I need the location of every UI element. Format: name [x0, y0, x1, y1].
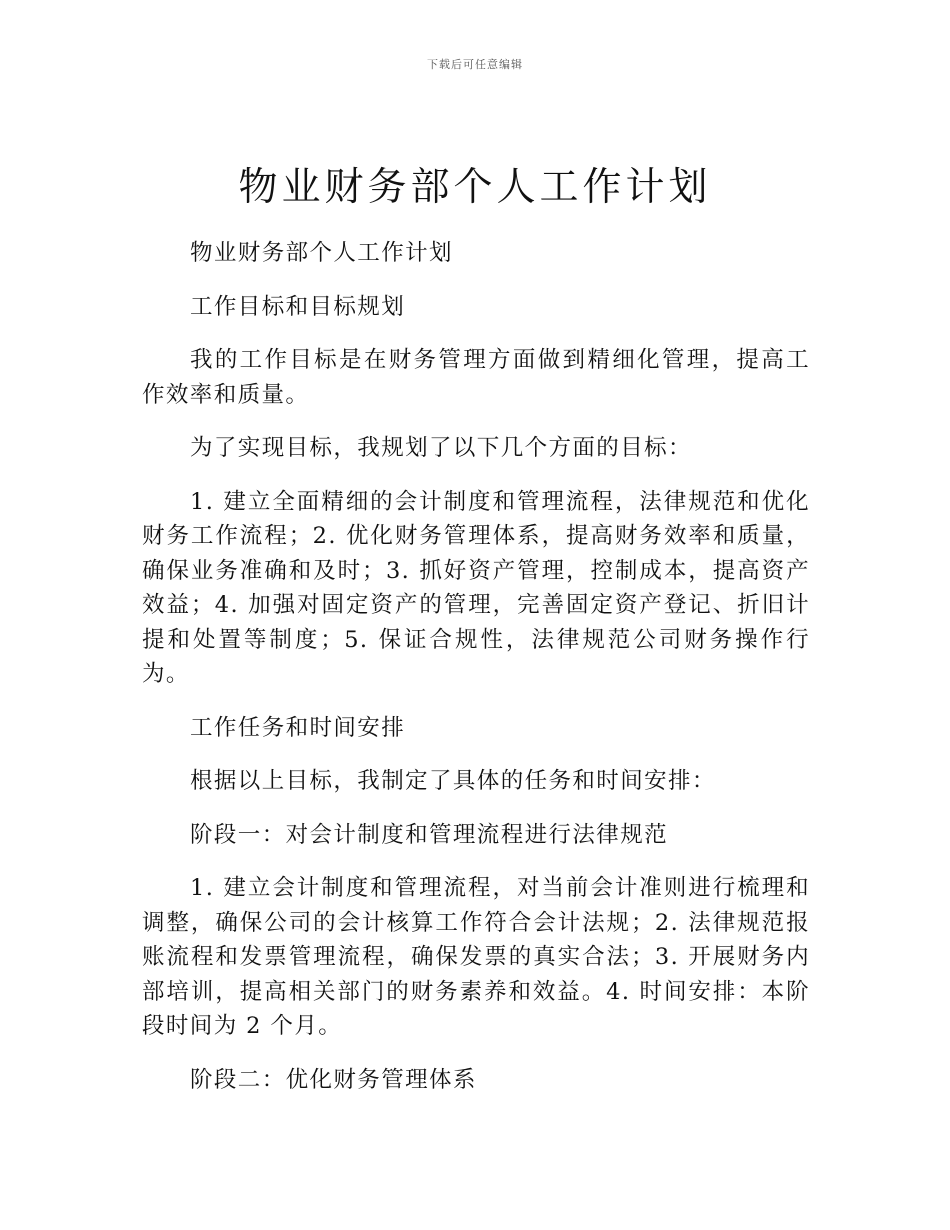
paragraph-goal-statement: 我的工作目标是在财务管理方面做到精细化管理，提高工作效率和质量。 — [142, 347, 810, 408]
paragraph-subtitle: 物业财务部个人工作计划 — [190, 240, 453, 266]
paragraph-goal-intro: 为了实现目标，我规划了以下几个方面的目标： — [190, 435, 692, 461]
document-body — [142, 236, 810, 1116]
document-title: 物业财务部个人工作计划 — [238, 165, 712, 210]
paragraph-goal-list: 1. 建立全面精细的会计制度和管理流程，法律规范和优化财务工作流程；2. 优化财务管理体系，提高财务效率和质量，确保业务准确和及时；3. 抓好资产管理，控制成本，提高资产效益；4. 加强对固定资产的管理，完善固定资产登记、折旧计提和处置等制度；5. 保证合规性，法律规范公司财务操作行为。 — [142, 488, 810, 687]
paragraph-stage-one-details: 1. 建立会计制度和管理流程，对当前会计准则进行梳理和调整，确保公司的会计核算工作符合会计法规；2. 法律规范报账流程和发票管理流程，确保发票的真实合法；3. 开展财务内部培训，提高相关部门的财务素养和效益。4. 时间安排：本阶段时间为 2 个月。 — [142, 875, 810, 1039]
paragraph-tasks-intro: 根据以上目标，我制定了具体的任务和时间安排： — [190, 768, 716, 794]
stage-two-heading: 阶段二：优化财务管理体系 — [190, 1066, 477, 1093]
section-heading-tasks: 工作任务和时间安排 — [190, 714, 406, 741]
section-heading-goals: 工作目标和目标规划 — [190, 293, 406, 320]
header-note: 下载后可任意编辑 — [427, 58, 523, 71]
stage-one-heading: 阶段一：对会计制度和管理流程进行法律规范 — [190, 821, 669, 848]
